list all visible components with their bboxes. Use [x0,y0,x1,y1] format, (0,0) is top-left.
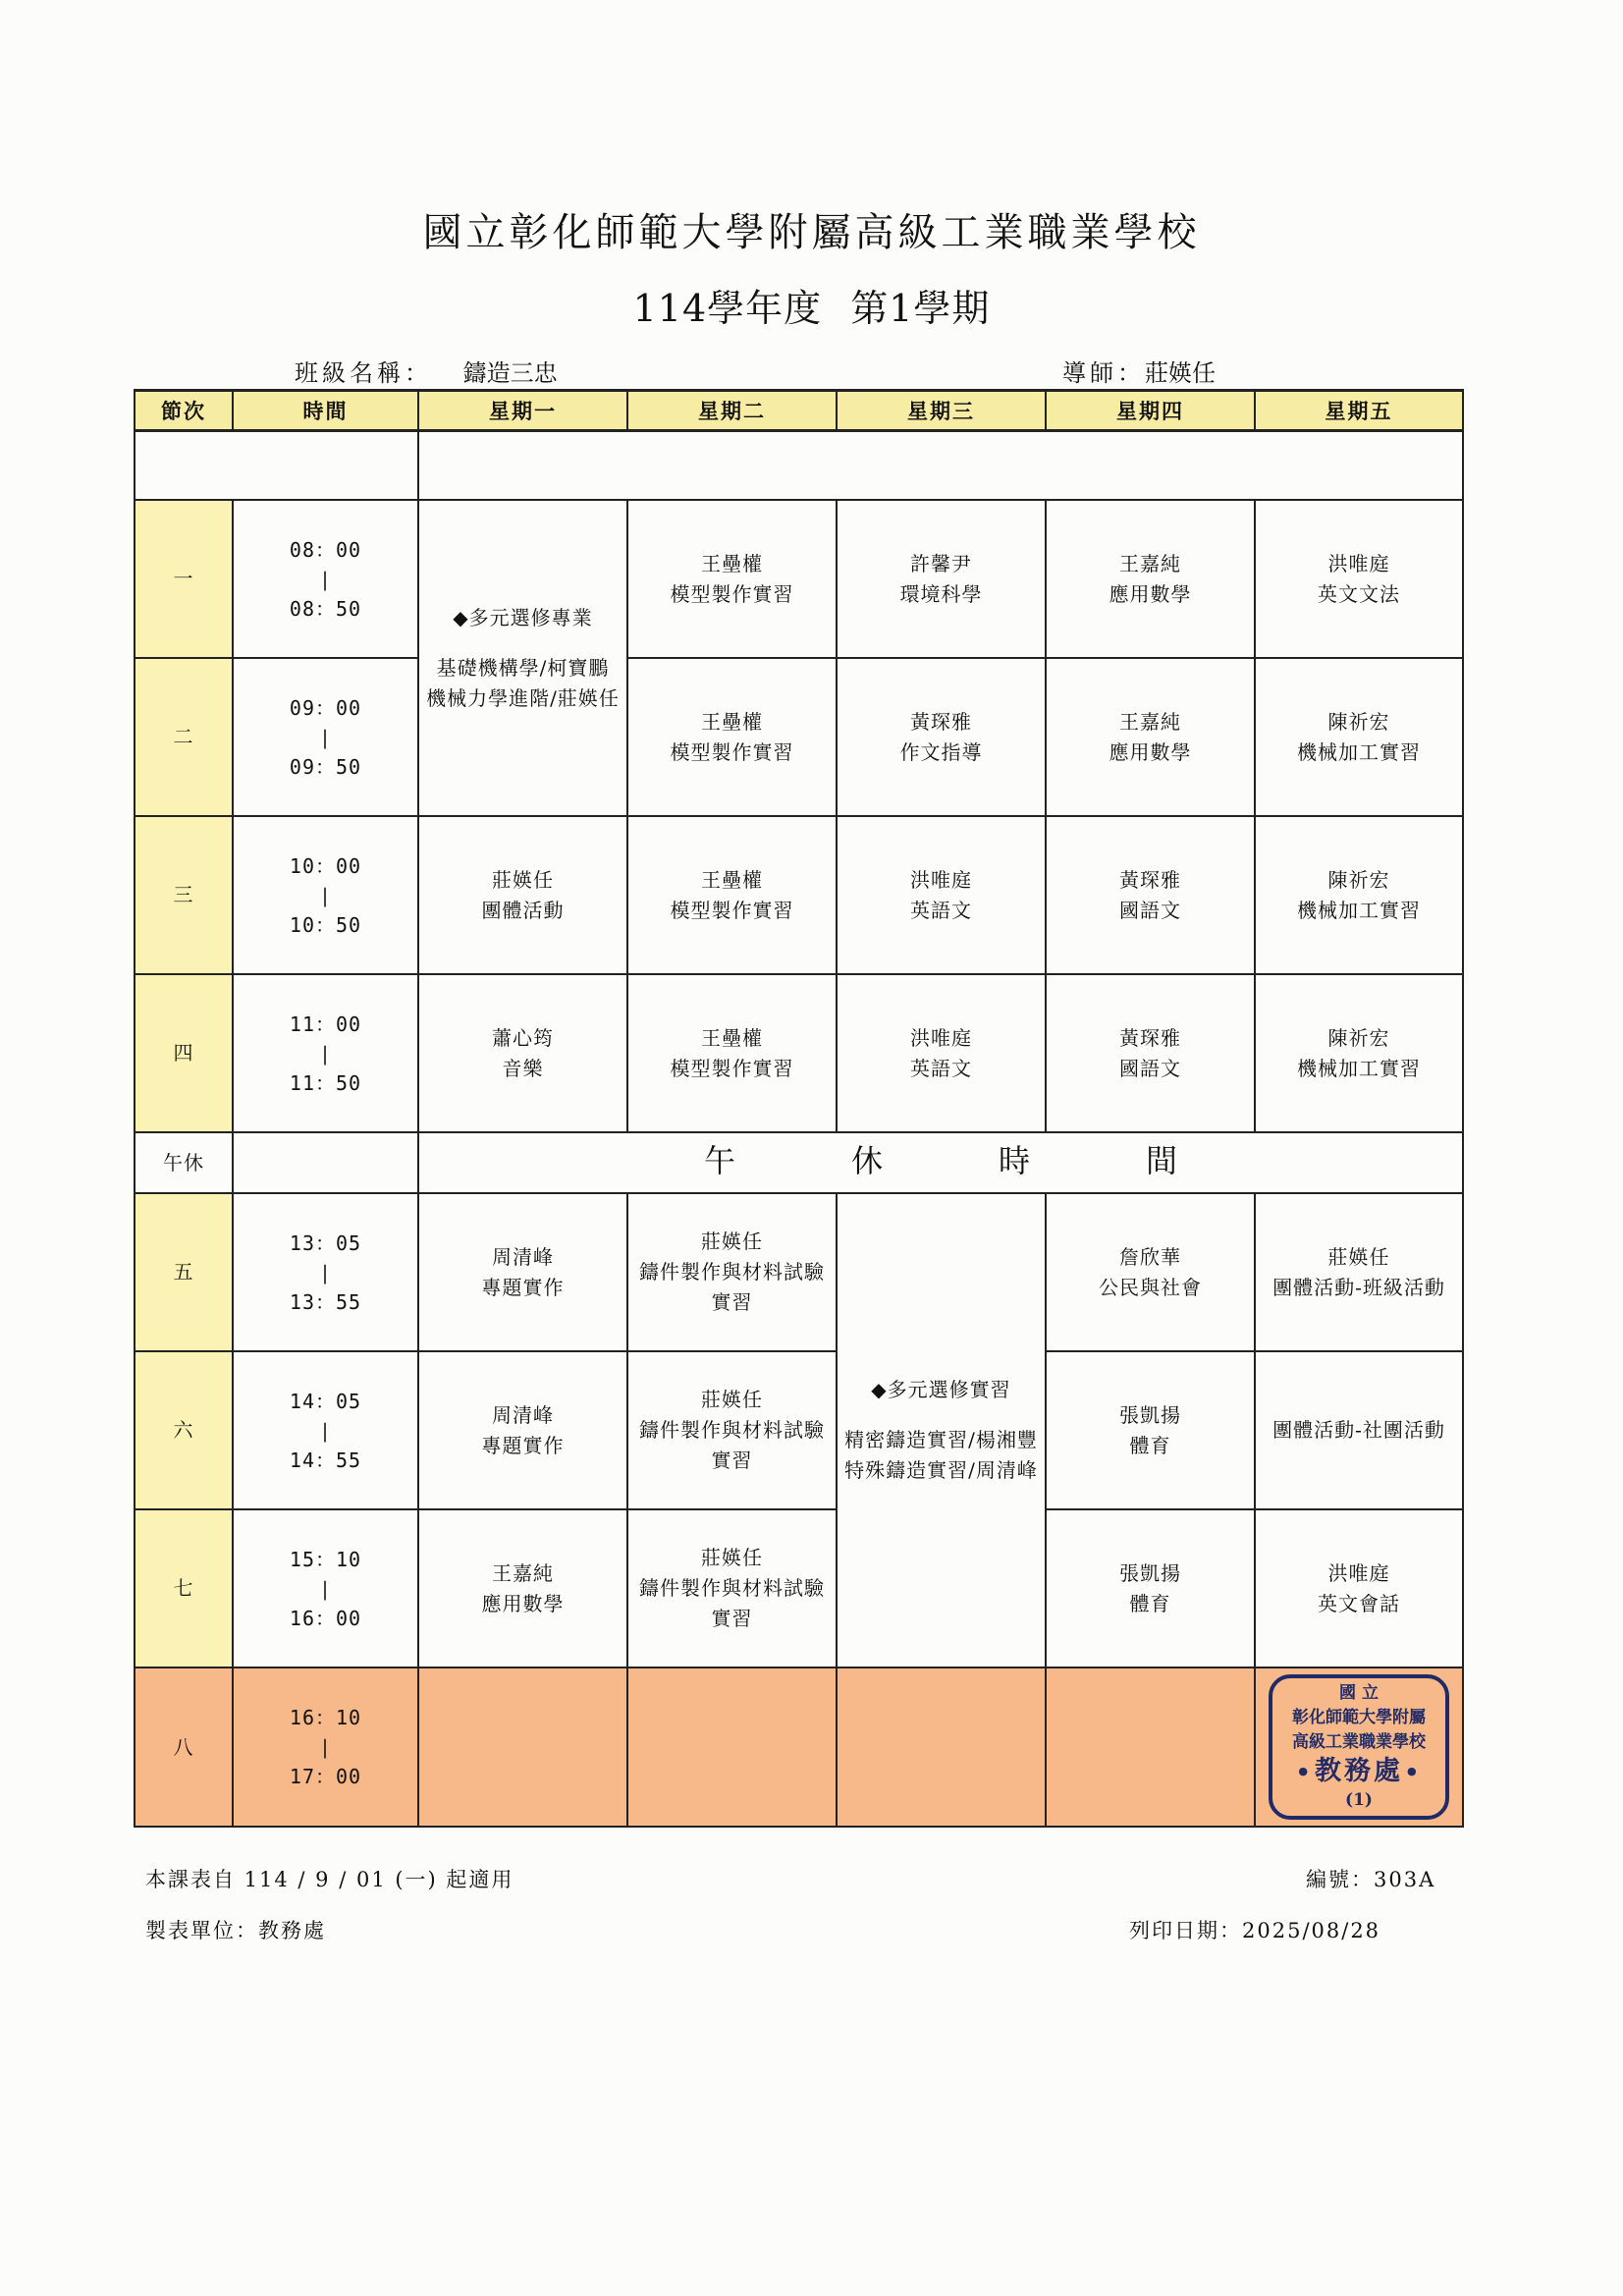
period-row-3 [135,816,1463,974]
teacher: 莊媖任 [701,1546,763,1569]
class-cell [627,974,837,1132]
period-row-2 [135,658,1463,816]
period-row-1 [135,500,1463,658]
time-end: 17：00 [289,1765,362,1788]
period-time [233,1193,418,1351]
teacher: 莊媖任 [701,1230,763,1253]
class-cell [1046,1509,1255,1667]
subject: 國語文 [1119,1056,1181,1080]
class-cell [1255,974,1463,1132]
time-start: 14：05 [289,1389,362,1413]
col-header-tue: 星期二 [627,391,837,431]
time-separator: | [321,1735,330,1759]
period-time [233,658,418,816]
noon-label: 午休 [135,1132,233,1193]
subject: 英文會話 [1318,1591,1400,1615]
academic-year: 114學年度 [632,287,823,330]
empty-cell [837,1667,1046,1827]
noon-time-cell [233,1132,418,1193]
class-cell [837,974,1046,1132]
time-start: 08：00 [289,537,362,562]
subject: 專題實作 [481,1275,565,1299]
class-cell [1255,658,1463,816]
subject: 應用數學 [1109,581,1192,606]
teacher: 洪唯庭 [910,1025,972,1050]
subject: 機械加工實習 [1297,898,1421,922]
class-cell [627,500,837,658]
class-cell [627,816,837,974]
col-header-period: 節次 [135,391,233,431]
time-end: 14：55 [289,1448,362,1472]
subject: 專題實作 [481,1433,565,1457]
teacher: 洪唯庭 [1327,1560,1390,1585]
elective-course: 精密鑄造實習/楊湘豐 [844,1428,1038,1451]
teacher: 黃琛雅 [1119,1025,1181,1050]
teacher: 陳祈宏 [1327,867,1390,892]
class-info [295,354,558,388]
teacher: 蕭心筠 [492,1025,554,1050]
elective-course: 特殊鑄造實習/周清峰 [844,1458,1038,1482]
stamp-line: (1) [1345,1790,1373,1811]
class-cell [627,658,837,816]
time-end: 11：50 [289,1070,362,1095]
stamp-dot-icon: ● [1298,1765,1311,1778]
empty-cell [627,1667,837,1827]
noon-text: 午休時間 [703,1141,1293,1179]
subject: 應用數學 [481,1591,565,1615]
subject: 鑄件製作與材料試驗實習 [639,1418,825,1472]
subject: 機械加工實習 [1297,739,1421,764]
time-separator: | [321,1041,330,1066]
period-number: 六 [135,1351,233,1509]
class-cell [837,658,1046,816]
subject: 體育 [1129,1433,1171,1457]
time-end: 13：55 [289,1289,362,1314]
elective-course: 基礎機構學/柯寶鵬 [436,655,610,680]
class-cell [418,816,627,974]
header-row [135,391,1463,431]
subject: 英文文法 [1318,581,1400,606]
noon-row [135,1132,1463,1193]
class-cell [1046,1193,1255,1351]
class-cell [1046,816,1255,974]
empty-cell [1046,1667,1255,1827]
noon-cell [418,1132,1463,1193]
teacher: 王嘉純 [492,1560,554,1585]
class-cell [418,1509,627,1667]
time-end: 08：50 [289,596,362,621]
subject: 模型製作實習 [670,1056,794,1080]
subject: 鑄件製作與材料試驗實習 [639,1260,825,1314]
subject: 國語文 [1119,898,1181,922]
stamp-line: 高級工業職業學校 [1292,1731,1426,1752]
subject: 模型製作實習 [670,898,794,922]
subject: 機械加工實習 [1297,1056,1421,1080]
subject: 團體活動-社團活動 [1272,1418,1445,1442]
class-cell [1255,1193,1463,1351]
subject: 鑄件製作與材料試驗實習 [639,1576,825,1630]
subject: 英語文 [910,898,972,922]
period-time [233,816,418,974]
time-separator: | [321,725,330,749]
class-cell [1046,974,1255,1132]
time-start: 13：05 [289,1230,362,1255]
tutor-name: 莊媖任 [1145,359,1216,387]
class-cell [1255,816,1463,974]
class-cell [627,1351,837,1509]
teacher: 莊媖任 [492,867,554,892]
class-cell [418,1193,627,1351]
teacher: 陳祈宏 [1327,709,1390,734]
tutor-info [1062,354,1216,388]
period-row-6 [135,1351,1463,1509]
teacher: 周清峰 [492,1244,554,1269]
class-cell [1046,1351,1255,1509]
teacher: 張凱揚 [1119,1402,1181,1427]
class-name: 鑄造三忠 [462,359,558,387]
blank-cell [135,431,418,501]
period-row-5 [135,1193,1463,1351]
col-header-wed: 星期三 [837,391,1046,431]
col-header-mon: 星期一 [418,391,627,431]
period-number: 二 [135,658,233,816]
period-time [233,1509,418,1667]
time-separator: | [321,1576,330,1601]
period-number: 一 [135,500,233,658]
col-header-time: 時間 [233,391,418,431]
period-time [233,1351,418,1509]
effective-date: 本課表自 114 / 9 / 01 (一) 起適用 [145,1868,514,1891]
teacher: 許馨尹 [910,551,972,575]
time-end: 16：00 [289,1606,362,1630]
print-date: 列印日期：2025/08/28 [1129,1919,1381,1942]
teacher: 張凱揚 [1119,1560,1181,1585]
time-separator: | [321,567,330,591]
teacher: 王壘權 [701,551,763,575]
period-number: 四 [135,974,233,1132]
teacher: 陳祈宏 [1327,1025,1390,1050]
class-cell [627,1509,837,1667]
subject: 英語文 [910,1056,972,1080]
elective-cell-mon [418,500,627,816]
subject: 模型製作實習 [670,581,794,606]
time-start: 16：10 [289,1706,362,1729]
period-row-4 [135,974,1463,1132]
period-time [233,974,418,1132]
class-cell [1046,658,1255,816]
period-time [233,500,418,658]
subject: 作文指導 [899,739,983,764]
timetable [134,389,1464,1828]
subject: 環境科學 [899,581,983,606]
teacher: 王壘權 [701,709,763,734]
class-cell [837,500,1046,658]
empty-cell [418,1667,627,1827]
class-label: 班級名稱： [295,359,432,387]
stamp-line: 彰化師範大學附屬 [1292,1707,1426,1727]
subject: 公民與社會 [1099,1275,1202,1299]
issuing-unit: 製表單位：教務處 [145,1919,326,1942]
class-cell [418,1351,627,1509]
time-separator: | [321,1418,330,1443]
teacher: 莊媖任 [1327,1244,1390,1269]
teacher: 王壘權 [701,867,763,892]
teacher: 周清峰 [492,1402,554,1427]
class-cell [837,816,1046,974]
time-separator: | [321,883,330,907]
teacher: 莊媖任 [701,1388,763,1411]
subject: 應用數學 [1109,739,1192,764]
elective-course: 機械力學進階/莊媖任 [426,685,620,710]
class-cell [418,974,627,1132]
col-header-fri: 星期五 [1255,391,1463,431]
period-row-8 [135,1667,1463,1827]
school-title: 國立彰化師範大學附屬高級工業職業學校 [422,210,1201,255]
subject: 音樂 [502,1056,544,1080]
period-number: 七 [135,1509,233,1667]
semester: 第1學期 [850,287,991,330]
teacher: 王嘉純 [1119,709,1181,734]
teacher: 王壘權 [701,1025,763,1050]
stamp-cell [1255,1667,1463,1827]
class-cell [627,1193,837,1351]
teacher: 詹欣華 [1119,1244,1181,1269]
time-start: 15：10 [289,1547,362,1571]
period-number: 八 [135,1667,233,1827]
class-cell [1046,500,1255,658]
period-row-7 [135,1509,1463,1667]
subject: 模型製作實習 [670,739,794,764]
class-cell [1255,1509,1463,1667]
period-number: 三 [135,816,233,974]
elective-title: ◆多元選修專業 [453,605,593,629]
time-start: 09：00 [289,695,362,720]
period-number: 五 [135,1193,233,1351]
stamp-office: ● 教務處 ● [1298,1755,1420,1786]
stamp-dot-icon: ● [1407,1765,1420,1778]
office-stamp [1269,1674,1449,1820]
teacher: 洪唯庭 [910,867,972,892]
term-title [0,278,1623,332]
teacher: 黃琛雅 [1119,867,1181,892]
blank-cell [418,431,1463,501]
col-header-thu: 星期四 [1046,391,1255,431]
teacher: 黃琛雅 [910,709,972,734]
blank-row [135,431,1463,501]
subject: 團體活動-班級活動 [1272,1275,1445,1299]
teacher: 洪唯庭 [1327,551,1390,575]
class-cell [1255,1351,1463,1509]
tutor-label: 導師： [1062,359,1145,387]
time-end: 09：50 [289,754,362,779]
subject: 體育 [1129,1591,1171,1615]
time-separator: | [321,1260,330,1285]
teacher: 王嘉純 [1119,551,1181,575]
time-start: 11：00 [289,1011,362,1036]
elective-title: ◆多元選修實習 [871,1378,1011,1401]
time-end: 10：50 [289,912,362,937]
time-start: 10：00 [289,853,362,878]
document-code: 編號：303A [1306,1868,1436,1891]
elective-cell-wed [837,1193,1046,1667]
class-cell [1255,500,1463,658]
stamp-line: 國 立 [1339,1682,1379,1703]
subject: 團體活動 [481,898,565,922]
period-time [233,1667,418,1827]
